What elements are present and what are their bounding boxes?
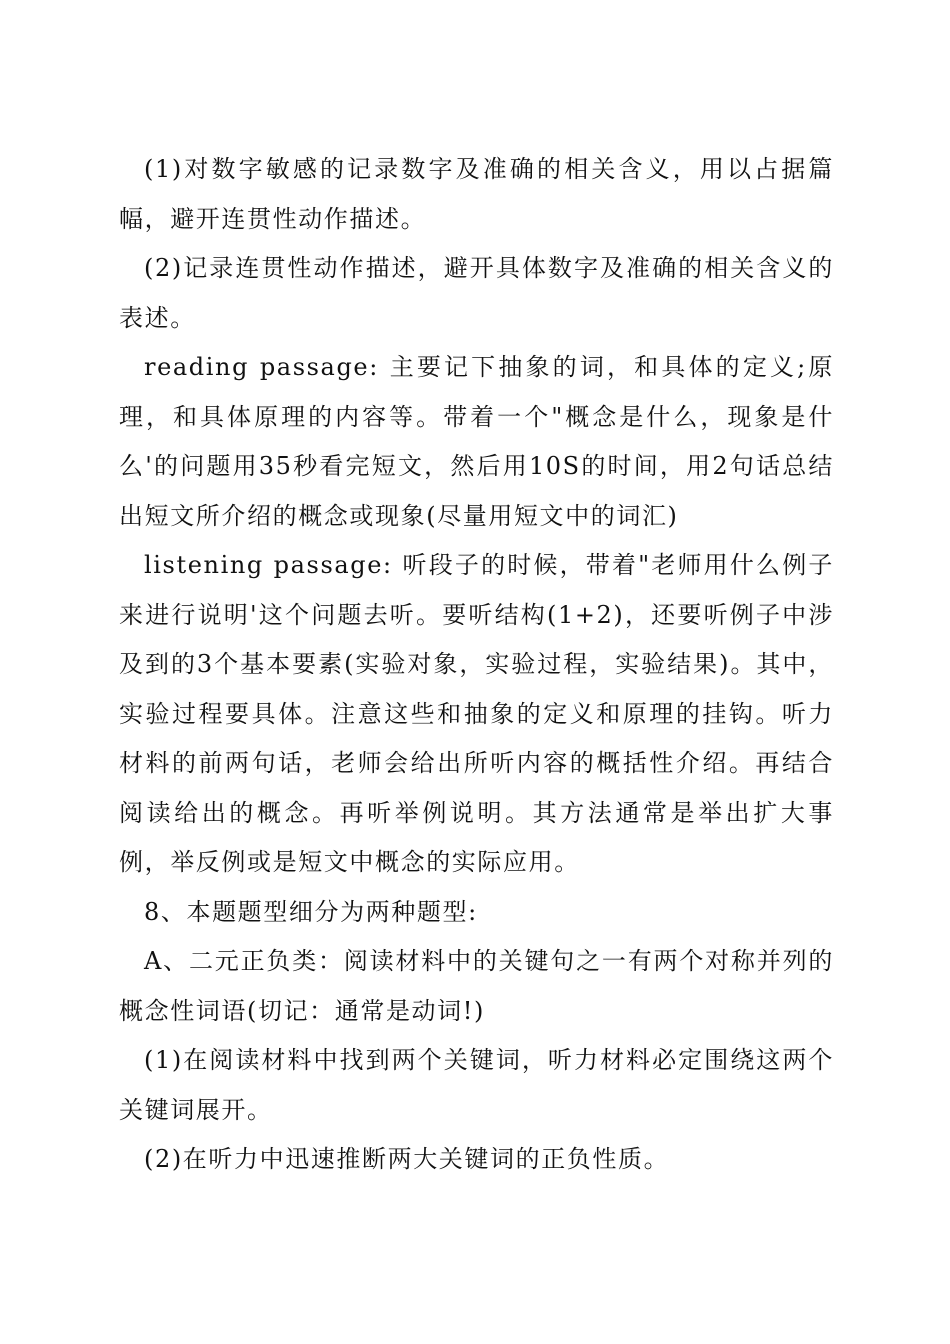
- paragraph-type-a: A、二元正负类：阅读材料中的关键句之一有两个对称并列的概念性词语(切记：通常是动词!): [119, 947, 834, 1025]
- paragraph-a-step-2: (2)在听力中迅速推断两大关键词的正负性质。: [144, 1145, 670, 1173]
- paragraph-question-types: 8、本题题型细分为两种题型:: [144, 897, 478, 926]
- document-body: [119, 145, 834, 1185]
- paragraph-a-step-1: (1)在阅读材料中找到两个关键词，听力材料必定围绕这两个关键词展开。: [119, 1046, 834, 1124]
- paragraph-listening-passage: listening passage: 听段子的时候，带着"老师用什么例子来进行说明'这个问题去听。要听结构(1+2)，还要听例子中涉及到的3个基本要素(实验对象，实验过程，实验结果)。其中，实验过程要具体。注意这些和抽象的定义和原理的挂钩。听力材料的前两句话，老师会给出所听内容的概括性介绍。再结合阅读给出的概念。再听举例说明。其方法通常是举出扩大事例，举反例或是短文中概念的实际应用。: [119, 551, 834, 876]
- paragraph-reading-passage: reading passage: 主要记下抽象的词，和具体的定义;原理，和具体原理的内容等。带着一个"概念是什么，现象是什么'的问题用35秒看完短文，然后用10S的时间，用2句话总结出短文所介绍的概念或现象(尽量用短文中的词汇): [119, 353, 834, 530]
- paragraph-1: (1)对数字敏感的记录数字及准确的相关含义，用以占据篇幅，避开连贯性动作描述。: [119, 155, 834, 233]
- paragraph-2: (2)记录连贯性动作描述，避开具体数字及准确的相关含义的表述。: [119, 254, 834, 332]
